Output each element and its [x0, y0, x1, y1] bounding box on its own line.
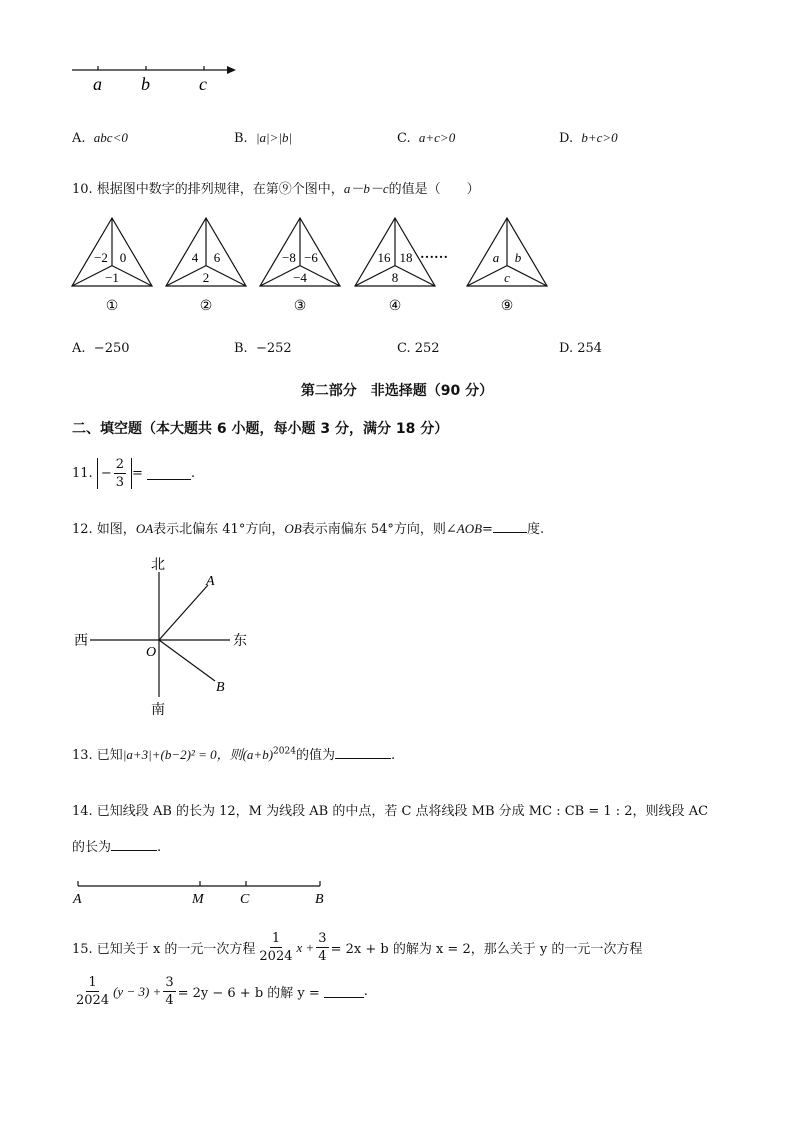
q10-triangle-bottom-value: 2 [202, 270, 210, 285]
q13: 13. 已知|a+3|+(b−2)² = 0，则$(a+b)^{2024}$的值为 . [72, 746, 396, 763]
section2-title: 二、填空题（本大题共 6 小题，每小题 3 分，满分 18 分） [72, 421, 449, 437]
compass-point-b-label: B [216, 680, 225, 695]
q10-triangle-right-value: 6 [213, 250, 221, 265]
compass-north-label: 北 [151, 558, 165, 573]
q10-triangle-left-value: a [492, 250, 500, 265]
compass-east-label: 东 [233, 634, 247, 649]
q10-triangle-2 [166, 218, 246, 314]
q10-option-a: A. −250 [72, 341, 130, 356]
q10-triangle-bottom-value: −4 [293, 270, 307, 285]
q10-option-b: B. −252 [234, 341, 292, 356]
q10-triangle-right-value: −6 [304, 250, 318, 265]
q15-answer-blank[interactable] [324, 985, 364, 998]
compass-west-label: 西 [74, 634, 88, 649]
number-line-label-b: b [141, 74, 150, 94]
q10-triangle-caption: ⑨ [500, 299, 514, 314]
q14-line1: 14. 已知线段 AB 的长为 12，M 为线段 AB 的中点，若 C 点将线段 MB 分成 MC : CB = 1 : 2，则线段 AC [72, 804, 709, 819]
q15-line1: 15. 已知关于 x 的一元一次方程 $\frac{1}{2024}$ x + $\frac{3}{4}$ = 2x + b 的解为 x = 2，那么关于 y 的一元一次方程 [72, 931, 643, 964]
q10-triangle-bottom-value: −1 [105, 270, 119, 285]
segment-point-m: M [192, 892, 204, 907]
number-line-label-a: a [93, 74, 102, 94]
q10-triangle-left-value: −2 [94, 250, 108, 265]
part2-title: 第二部分 非选择题（90 分） [300, 383, 494, 399]
q10-stem: 10. 根据图中数字的排列规律，在第⑨个图中，a－b－c的值是（ ） [72, 181, 480, 197]
q12-answer-blank[interactable] [493, 520, 527, 533]
q9-option-a: A. abc<0 [72, 130, 128, 146]
compass-origin-label: O [146, 645, 157, 660]
q9-option-d: D. b+c>0 [559, 130, 618, 146]
q10-triangle-bottom-value: c [504, 270, 510, 285]
q11: 11. − $\frac{2}{3}$ = . [72, 457, 196, 490]
q12-compass-figure [70, 552, 260, 722]
q10-triangle-caption: ④ [388, 299, 402, 314]
q9-option-c: C. a+c>0 [397, 130, 456, 146]
q10-triangle-left-value: −8 [282, 250, 296, 265]
compass-south-label: 南 [151, 703, 165, 718]
q10-option-c: C. 252 [397, 341, 440, 356]
number-line-label-c: c [199, 74, 207, 94]
q10-triangle-caption: ② [199, 299, 213, 314]
segment-point-a: A [73, 892, 82, 907]
q10-triangle-5 [467, 218, 547, 314]
q12-stem: 12. 如图，OA表示北偏东 41°方向，OB表示南偏东 54°方向，则∠AOB= 度. [72, 521, 545, 537]
q10-triangle-4 [355, 218, 435, 314]
q11-answer-blank[interactable] [147, 467, 191, 480]
q13-answer-blank[interactable] [335, 746, 391, 759]
q10-triangle-3 [260, 218, 340, 314]
number-line-figure [66, 58, 246, 98]
q11-abs-value: − $\frac{2}{3}$ [97, 458, 132, 489]
segment-point-b: B [315, 892, 324, 907]
q10-triangle-right-value: 0 [119, 250, 127, 265]
q14-line2: 的长为 . [72, 840, 162, 855]
q10-triangle-caption: ③ [293, 299, 307, 314]
q10-triangle-left-value: 4 [191, 250, 199, 265]
q10-triangle-1 [72, 218, 152, 314]
q14-answer-blank[interactable] [111, 838, 157, 851]
q10-triangle-right-value: b [514, 250, 522, 265]
q10-ellipsis: …… [420, 247, 448, 262]
segment-point-c: C [240, 892, 250, 907]
q10-triangle-bottom-value: 8 [391, 270, 399, 285]
q15-line2: $\frac{1}{2024}$ (y − 3) + $\frac{3}{4}$ = 2y − 6 + b 的解 y = . [76, 975, 368, 1008]
q10-triangle-left-value: 16 [377, 250, 391, 265]
q10-triangle-caption: ① [105, 299, 119, 314]
compass-point-a-label: A [206, 574, 215, 589]
q9-option-b: B. |a|>|b| [234, 130, 293, 146]
q10-option-d: D. 254 [559, 341, 603, 356]
q10-triangle-right-value: 18 [399, 250, 413, 265]
q14-segment-figure [70, 874, 340, 910]
q10-triangles-figure [66, 210, 556, 320]
